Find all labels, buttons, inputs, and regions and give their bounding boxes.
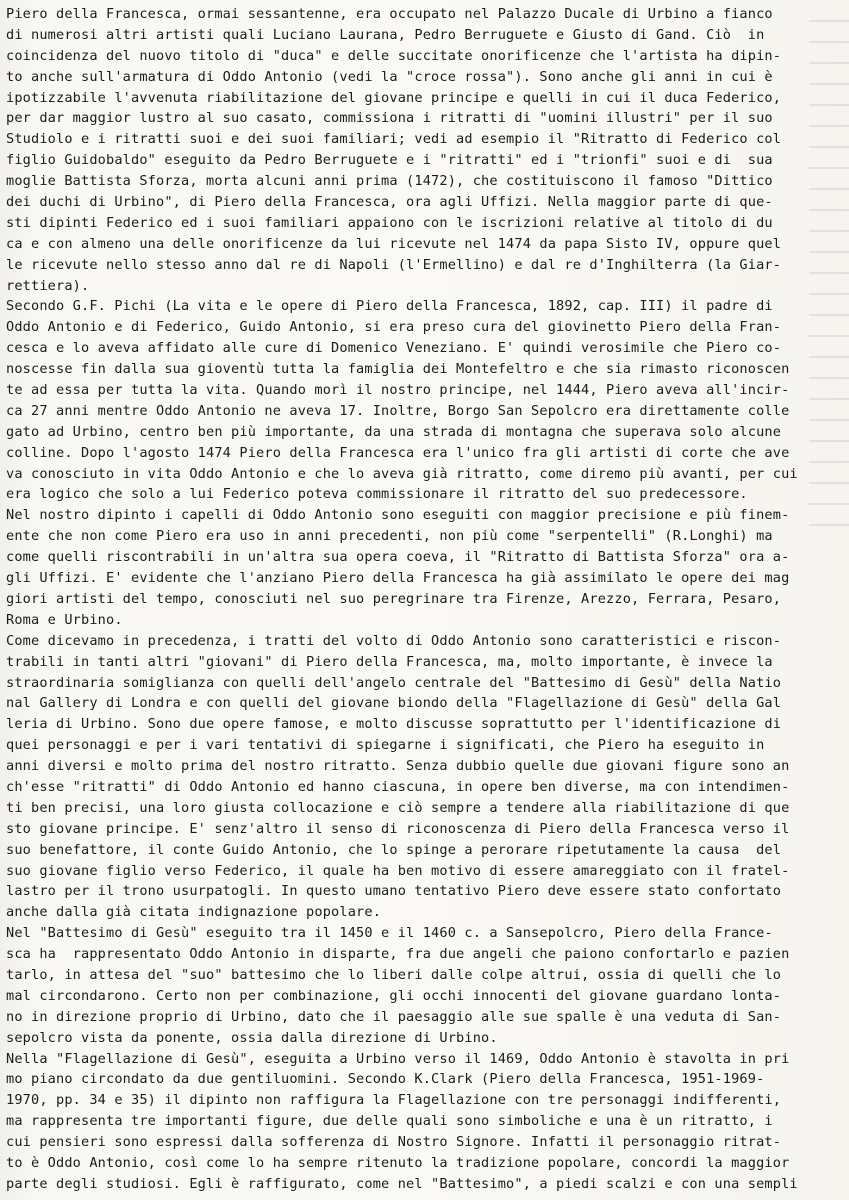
text-line: nal Gallery di Londra e con quelli del giovane biondo della "Flagellazione di Gesù" della Gal <box>6 695 782 712</box>
text-line: lastro per il trono usurpatogli. In questo umano tentativo Piero deve essere stato confortato <box>6 883 782 900</box>
text-line: coincidenza del nuovo titolo di "duca" e delle succitate onorificenze che l'artista ha dipin- <box>6 47 782 64</box>
text-line: to anche sull'armatura di Oddo Antonio (vedi la "croce rossa"). Sono anche gli anni in cui è <box>6 68 773 85</box>
text-line: to è Oddo Antonio, così come lo ha sempre ritenuto la tradizione popolare, concordi la maggior <box>6 1154 790 1171</box>
text-line: come quelli riscontrabili in un'altra sua opera coeva, il "Ritratto di Battista Sforza" ora a- <box>6 549 790 566</box>
text-line: Studiolo e i ritratti suoi e dei suoi familiari; vedi ad esempio il "Ritratto di Federico col <box>6 131 782 148</box>
text-line: gato ad Urbino, centro ben più importante, da una strada di montagna che superava solo alcune <box>6 423 782 440</box>
text-line: figlio Guidobaldo" eseguito da Pedro Berruguete e i "ritratti" ed i "trionfi" suoi e di sua <box>6 152 773 169</box>
text-line: ma rappresenta tre importanti figure, due delle quali sono simboliche e una è un ritratto, i <box>6 1113 773 1130</box>
text-line: suo giovane figlio verso Federico, il quale ha ben motivo di essere amareggiato con il fratel- <box>6 862 790 879</box>
text-line: va conosciuto in vita Oddo Antonio e che lo aveva già ritratto, come diremo più avanti, per cui <box>6 465 798 482</box>
text-line: no in direzione proprio di Urbino, dato che il paesaggio alle sue spalle è una veduta di San- <box>6 1008 782 1025</box>
text-line: le ricevute nello stesso anno dal re di Napoli (l'Ermellino) e dal re d'Inghilterra (la Giar- <box>6 256 782 273</box>
text-line: Nel nostro dipinto i capelli di Oddo Antonio sono eseguiti con maggior precisione e più finem- <box>6 507 790 524</box>
text-line: sca ha rappresentato Oddo Antonio in disparte, fra due angeli che paiono confortarlo e pazien <box>6 946 790 963</box>
text-line: Piero della Francesca, ormai sessantenne, era occupato nel Palazzo Ducale di Urbino a fianco <box>6 6 773 22</box>
text-line: moglie Battista Sforza, morta alcuni anni prima (1472), che costituiscono il famoso "Dittico <box>6 173 773 190</box>
text-line: leria di Urbino. Sono due opere famose, e molto discusse soprattutto per l'identificazione di <box>6 716 782 733</box>
text-line: Nella "Flagellazione di Gesù", eseguita a Urbino verso il 1469, Oddo Antonio è stavolta in pri <box>6 1050 790 1067</box>
typewritten-text <box>6 4 844 1195</box>
text-line: mo piano circondato da due gentiluomini. Secondo K.Clark (Piero della Francesca, 1951-1969- <box>6 1071 765 1088</box>
text-line: di numerosi altri artisti quali Luciano Laurana, Pedro Berruguete e Giusto di Gand. Ciò in <box>6 26 765 43</box>
text-line: ente che non come Piero era uso in anni precedenti, non più come "serpentelli" (R.Longhi) ma <box>6 528 773 545</box>
text-line: per dar maggior lustro al suo casato, commissiona i ritratti di "uomini illustri" per il suo <box>6 110 773 127</box>
text-line: suo benefattore, il conte Guido Antonio, che lo spinge a perorare ripetutamente la causa del <box>6 841 782 858</box>
text-line: colline. Dopo l'agosto 1474 Piero della Francesca era l'unico fra gli artisti di corte che ave <box>6 444 790 461</box>
text-line: noscesse fin dalla sua gioventù tutta la famiglia dei Montefeltro e che sia rimasto riconoscen <box>6 361 790 378</box>
text-line: Secondo G.F. Pichi (La vita e le opere di Piero della Francesca, 1892, cap. III) il padre di <box>6 298 773 315</box>
text-line: Oddo Antonio e di Federico, Guido Antonio, si era preso cura del giovinetto Piero della Fran- <box>6 319 782 336</box>
text-line: mal circondarono. Certo non per combinazione, gli occhi innocenti del giovane guardano lonta- <box>6 987 782 1004</box>
text-line: ca e con almeno una delle onorificenze da lui ricevute nel 1474 da papa Sisto IV, oppure quel <box>6 235 782 252</box>
text-line: Roma e Urbino. <box>6 611 123 628</box>
text-line: ca 27 anni mentre Oddo Antonio ne aveva 17. Inoltre, Borgo San Sepolcro era direttamente colle <box>6 402 790 419</box>
text-line: sto giovane principe. E' senz'altro il senso di riconoscenza di Piero della Francesca verso il <box>6 820 790 837</box>
text-line: tarlo, in attesa del "suo" battesimo che lo liberi dalle colpe altrui, ossia di quelli che lo <box>6 966 782 983</box>
text-line: ch'esse "ritratti" di Oddo Antonio ed hanno ciascuna, in opere ben diverse, ma con intendimen- <box>6 778 790 795</box>
text-line: 1970, pp. 34 e 35) il dipinto non raffigura la Flagellazione con tre personaggi indifferenti, <box>6 1092 782 1109</box>
text-line: anni diversi e molto prima del nostro ritratto. Senza dubbio quelle due giovani figure sono an <box>6 758 790 775</box>
text-line: ipotizzabile l'avvenuta riabilitazione del giovane principe e quelli in cui il duca Federico, <box>6 89 782 106</box>
text-line: dei duchi di Urbino", di Piero della Francesca, ora agli Uffizi. Nella maggior parte di que- <box>6 194 773 211</box>
text-line: Nel "Battesimo di Gesù" eseguito tra il 1450 e il 1460 c. a Sansepolcro, Piero della France- <box>6 925 773 942</box>
text-line: giori artisti del tempo, conosciuti nel suo peregrinare tra Firenze, Arezzo, Ferrara, Pesaro, <box>6 590 782 607</box>
text-line: cui pensieri sono espressi dalla sofferenza di Nostro Signore. Infatti il personaggio ritrat- <box>6 1134 782 1151</box>
text-line: anche dalla già citata indignazione popolare. <box>6 904 382 921</box>
text-line: sti dipinti Federico ed i suoi familiari appaiono con le iscrizioni relative al titolo di du <box>6 214 773 231</box>
text-line: straordinaria somiglianza con quelli dell'angelo centrale del "Battesimo di Gesù" della Natio <box>6 674 782 691</box>
text-line: sepolcro vista da ponente, ossia dalla direzione di Urbino. <box>6 1029 498 1046</box>
text-line: trabili in tanti altri "giovani" di Piero della Francesca, ma, molto importante, è invece la <box>6 653 773 670</box>
text-line: rettiera). <box>6 277 90 294</box>
text-line: ti ben precisi, una loro giusta collocazione e ciò sempre a tendere alla riabilitazione di que <box>6 799 790 816</box>
text-line: era logico che solo a lui Federico poteva commissionare il ritratto del suo predecessore. <box>6 486 748 503</box>
text-line: gli Uffizi. E' evidente che l'anziano Piero della Francesca ha già assimilato le opere dei mag <box>6 570 790 587</box>
text-line: Come dicevamo in precedenza, i tratti del volto di Oddo Antonio sono caratteristici e riscon- <box>6 632 782 649</box>
text-line: parte degli studiosi. Egli è raffigurato, come nel "Battesimo", a piedi scalzi e con una sempli <box>6 1175 798 1192</box>
text-line: quei personaggi e per i vari tentativi di spiegarne i significati, che Piero ha eseguito in <box>6 737 765 754</box>
text-line: cesca e lo aveva affidato alle cure di Domenico Veneziano. E' quindi verosimile che Piero co- <box>6 340 782 357</box>
text-line: te ad essa per tutta la vita. Quando morì il nostro principe, nel 1444, Piero aveva all'incir- <box>6 382 790 399</box>
